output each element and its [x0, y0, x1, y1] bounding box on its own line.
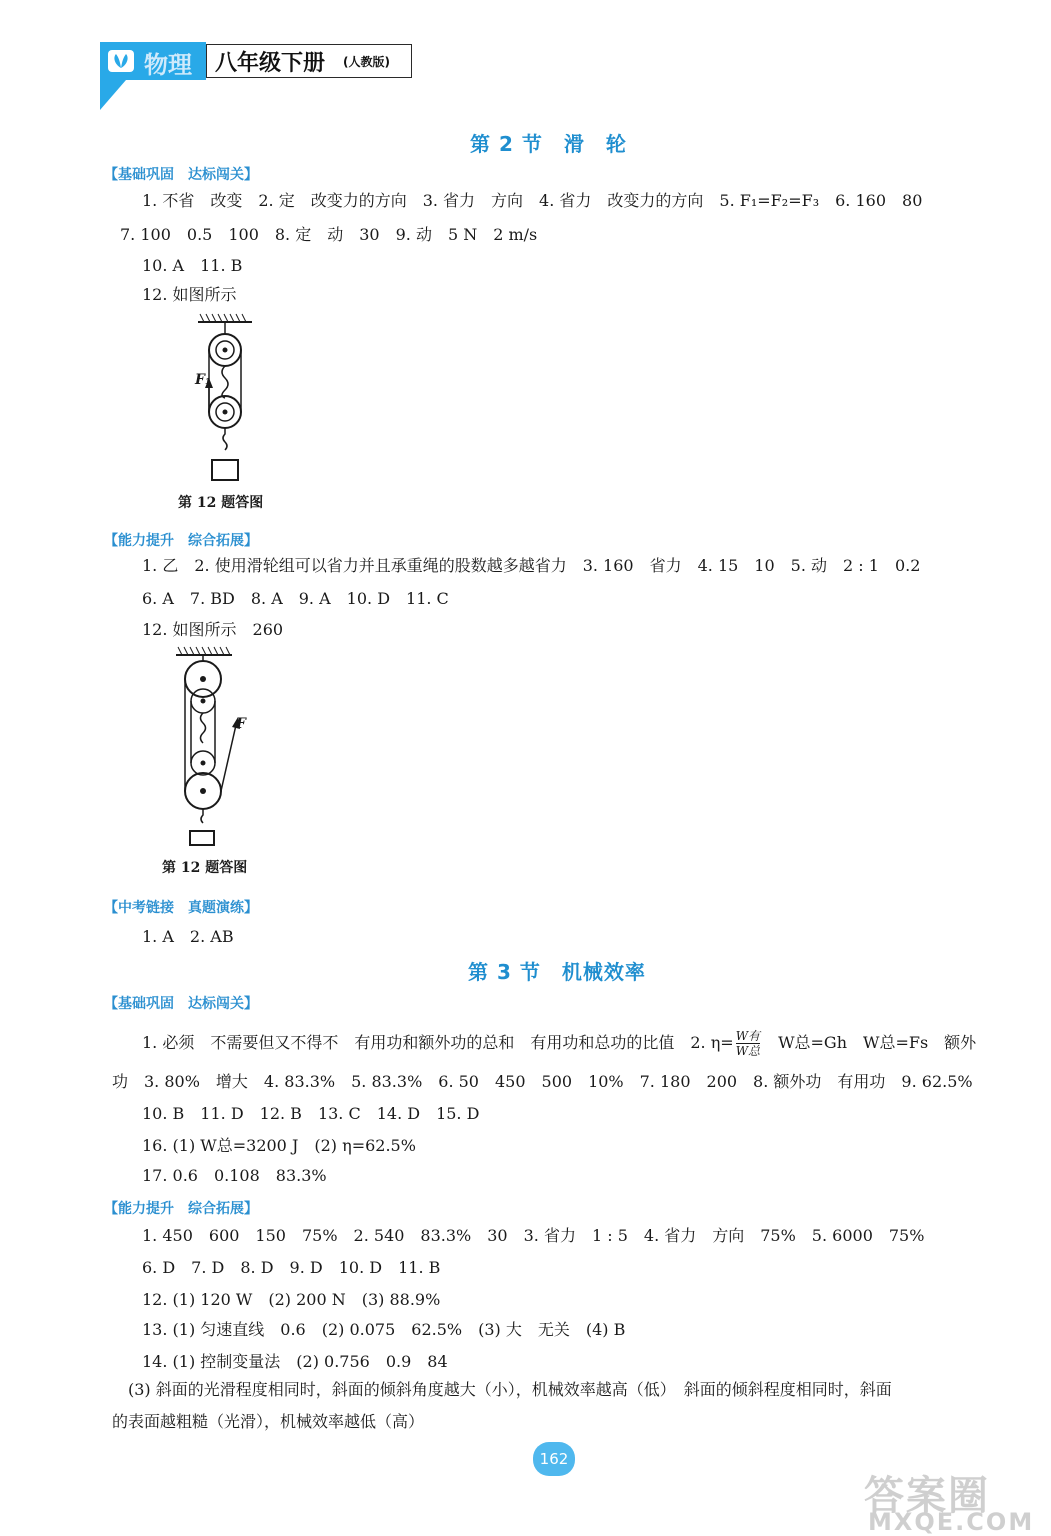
- section-3-line-1-b: W总=Gh W总=Fs 额外: [778, 1033, 977, 1052]
- section-3-title: 第 3 节 机械效率: [468, 960, 646, 984]
- efficiency-fraction: [736, 1029, 760, 1058]
- section-2-line-1: 1. 不省 改变 2. 定 改变力的方向 3. 省力 方向 4. 省力 改变力的方向 5. F₁=F₂=F₃ 6. 160 80: [142, 191, 923, 210]
- section-3-line-10: 14. (1) 控制变量法 (2) 0.756 0.9 84: [142, 1352, 448, 1371]
- fraction-denominator: W总: [735, 1044, 761, 1058]
- fig2-force-label: F: [236, 716, 246, 732]
- section-2-tag-advanced: 【能力提升 综合拓展】: [104, 533, 258, 549]
- section-2-line-7: 12. 如图所示 260: [142, 620, 284, 639]
- section-3-tag-basic: 【基础巩固 达标闯关】: [104, 996, 258, 1012]
- section-3-line-11: (3) 斜面的光滑程度相同时，斜面的倾斜角度越大（小），机械效率越高（低） 斜面的倾斜程度相同时，斜面: [128, 1380, 892, 1399]
- section-2-line-2: 7. 100 0.5 100 8. 定 动 30 9. 动 5 N 2 m/s: [120, 225, 538, 244]
- banner-tail: [100, 80, 126, 110]
- fraction-numerator: W有: [735, 1029, 761, 1043]
- section-3-line-8: 12. (1) 120 W (2) 200 N (3) 88.9%: [142, 1290, 441, 1309]
- section-3-line-1-a: 1. 必须 不需要但又不得不 有用功和额外功的总和 有用功和总功的比值 2. η=: [142, 1033, 734, 1052]
- grade-label: 八年级下册: [215, 51, 326, 76]
- watermark-line-2: MXQE.COM: [868, 1508, 1035, 1536]
- page-number: 162: [533, 1442, 575, 1476]
- section-2-line-8: 1. A 2. AB: [142, 927, 234, 946]
- section-2-title: 第 2 节 滑 轮: [470, 132, 627, 156]
- watermark-line-1: 答案圈: [864, 1473, 990, 1519]
- section-3-tag-advanced: 【能力提升 综合拓展】: [104, 1201, 258, 1217]
- section-2-line-5: 1. 乙 2. 使用滑轮组可以省力并且承重绳的股数越多越省力 3. 160 省力 4. 15 10 5. 动 2 : 1 0.2: [142, 556, 921, 575]
- watermark: [864, 1464, 1035, 1536]
- section-3-line-12: 的表面越粗糙（光滑），机械效率越低（高）: [112, 1412, 425, 1431]
- pulley-figure-2: [170, 645, 260, 850]
- section-2-tag-basic: 【基础巩固 达标闯关】: [104, 167, 258, 183]
- section-2-line-3: 10. A 11. B: [142, 256, 243, 275]
- section-3-line-2: 功 3. 80% 增大 4. 83.3% 5. 83.3% 6. 50 450 500 10% 7. 180 200 8. 额外功 有用功 9. 62.5%: [112, 1072, 973, 1091]
- fig1-caption: 第 12 题答图: [178, 495, 264, 511]
- grade-block: [206, 44, 412, 78]
- leaf-icon: [108, 50, 134, 72]
- section-3-line-3: 10. B 11. D 12. B 13. C 14. D 15. D: [142, 1104, 480, 1123]
- fig2-caption: 第 12 题答图: [162, 860, 248, 876]
- fig1-force-label: F₁: [195, 372, 212, 388]
- header-banner: [100, 42, 412, 80]
- section-2-line-6: 6. A 7. BD 8. A 9. A 10. D 11. C: [142, 589, 449, 608]
- section-3-line-6: 1. 450 600 150 75% 2. 540 83.3% 30 3. 省力 1 : 5 4. 省力 方向 75% 5. 6000 75%: [142, 1226, 925, 1245]
- edition-label: (人教版): [343, 55, 390, 69]
- subject-block: [100, 42, 206, 80]
- subject-label: 物理: [144, 51, 192, 79]
- pulley-figure-1: [190, 312, 260, 487]
- section-2-line-4: 12. 如图所示: [142, 285, 237, 304]
- section-3-line-4: 16. (1) W总=3200 J (2) η=62.5%: [142, 1136, 416, 1155]
- section-3-line-5: 17. 0.6 0.108 83.3%: [142, 1166, 327, 1185]
- section-2-tag-exam: 【中考链接 真题演练】: [104, 900, 258, 916]
- section-3-line-1: [142, 1029, 976, 1058]
- section-3-line-9: 13. (1) 匀速直线 0.6 (2) 0.075 62.5% (3) 大 无关 (4) B: [142, 1320, 626, 1339]
- section-3-line-7: 6. D 7. D 8. D 9. D 10. D 11. B: [142, 1258, 441, 1277]
